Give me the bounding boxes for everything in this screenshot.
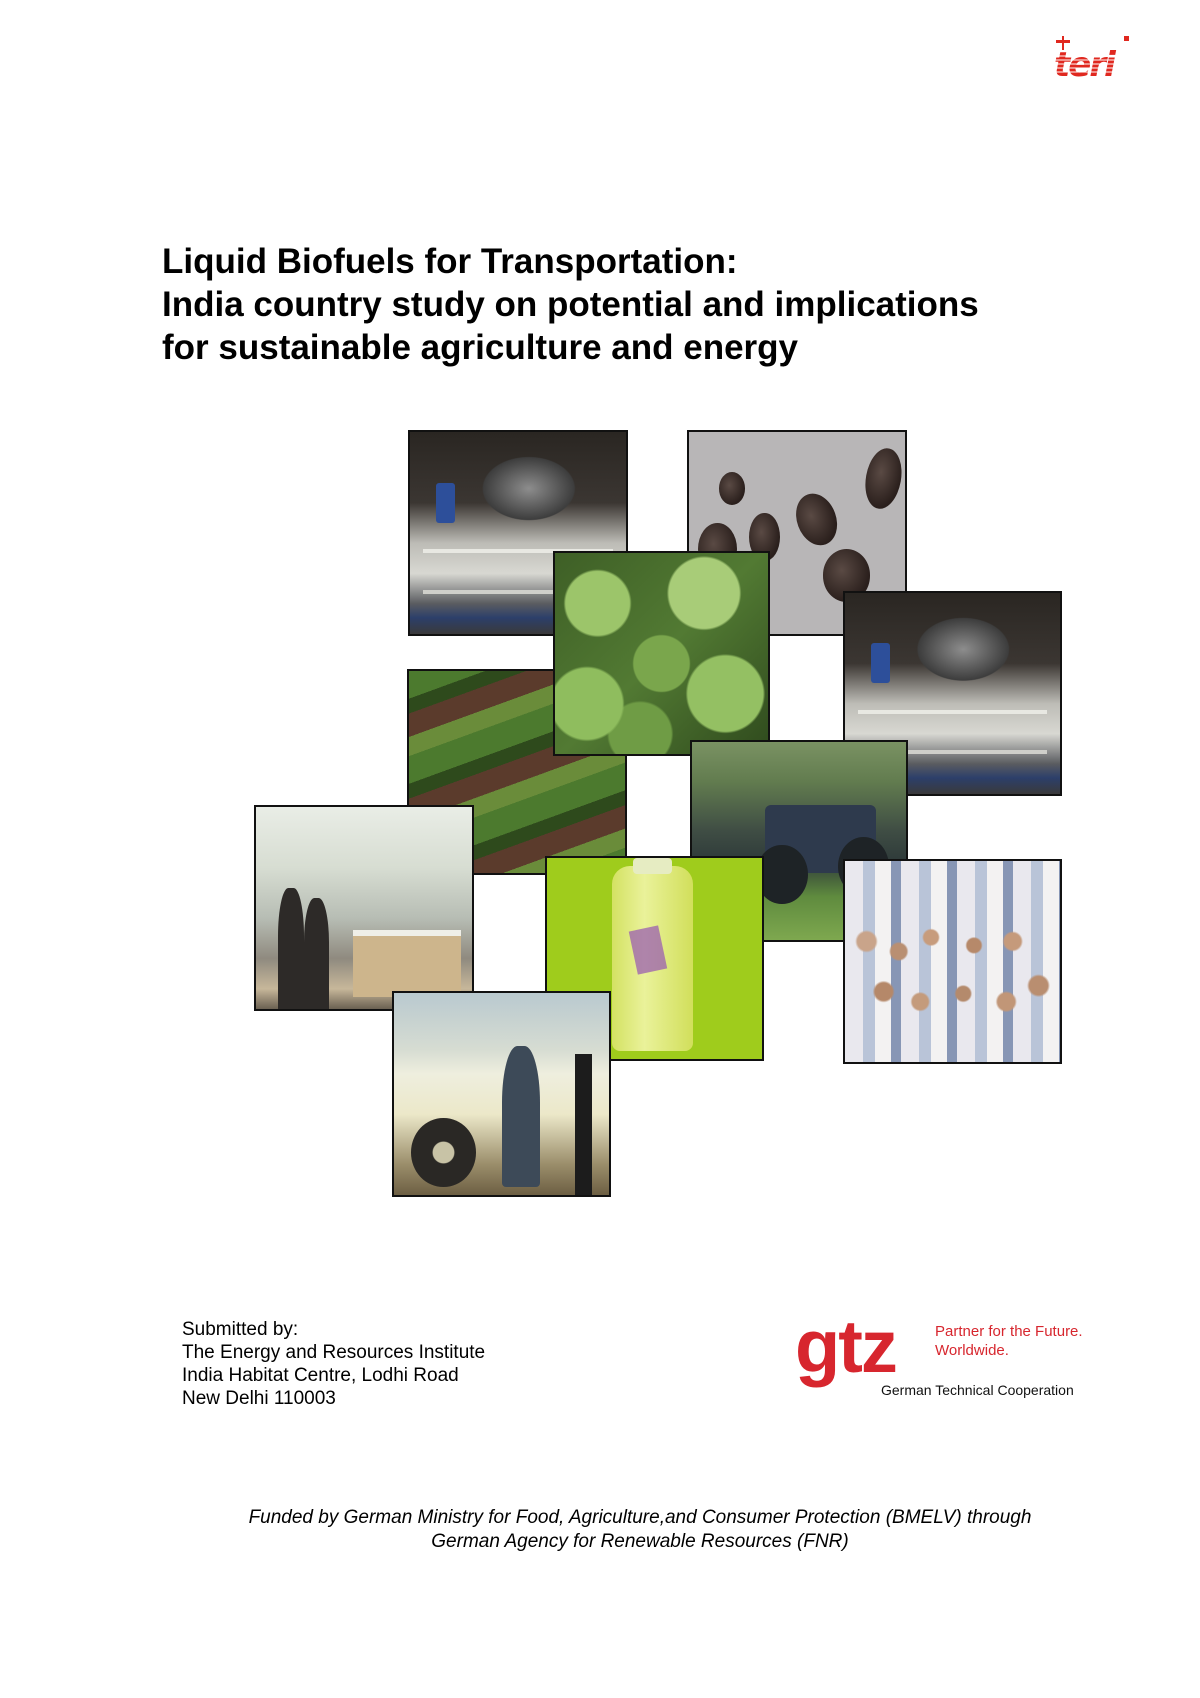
- gtz-wordmark: gtz: [795, 1305, 896, 1388]
- funding-line-1: Funded by German Ministry for Food, Agriculture,and Consumer Protection (BMELV) through: [248, 1507, 1032, 1528]
- gtz-logo: [795, 1305, 1095, 1410]
- title-line-2: India country study on potential and implications: [162, 285, 979, 324]
- truck-refuelling-photo: [392, 991, 611, 1197]
- gtz-tagline-line-2: Worldwide.: [935, 1342, 1009, 1359]
- address-line-2: New Delhi 110003: [182, 1388, 336, 1409]
- address-line-1: India Habitat Centre, Lodhi Road: [182, 1365, 459, 1386]
- gtz-subtitle: German Technical Cooperation: [881, 1382, 1074, 1398]
- svg-text:teri: teri: [1054, 45, 1114, 85]
- jatropha-leaves-photo: [553, 551, 770, 756]
- submitted-by-block: [182, 1318, 485, 1410]
- submitted-label: Submitted by:: [182, 1319, 299, 1340]
- title-line-3: for sustainable agriculture and energy: [162, 328, 798, 367]
- funding-line-2: German Agency for Renewable Resources (FNR): [431, 1531, 849, 1552]
- gtz-tagline: [935, 1322, 1083, 1360]
- funding-note: [0, 1506, 1200, 1554]
- gtz-tagline-line-1: Partner for the Future.: [935, 1323, 1083, 1340]
- title-line-1: Liquid Biofuels for Transportation:: [162, 242, 738, 281]
- farmers-gathering-photo: [843, 859, 1062, 1064]
- laboratory-photo: [254, 805, 474, 1011]
- submitting-organisation: The Energy and Resources Institute: [182, 1342, 486, 1363]
